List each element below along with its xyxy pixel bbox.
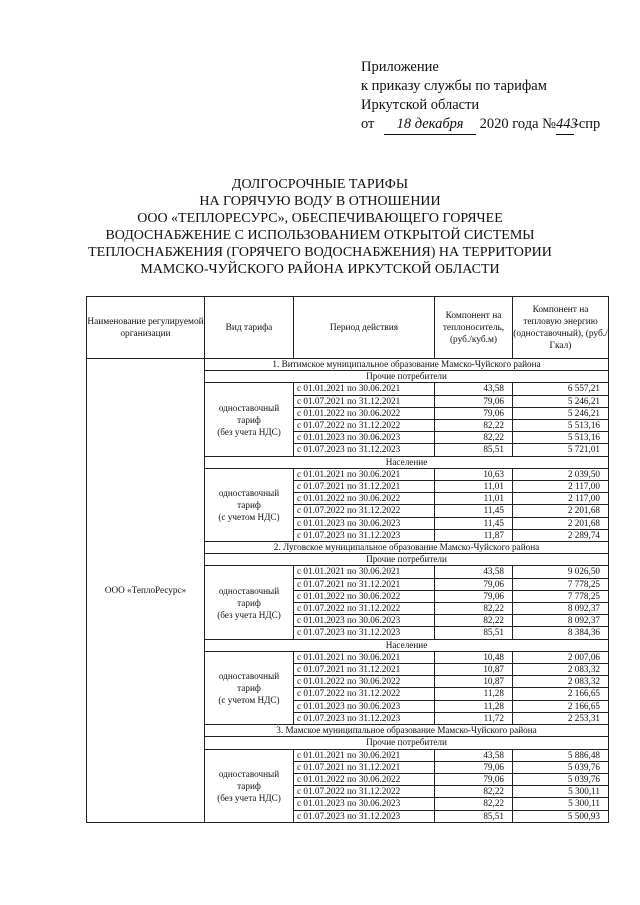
carrier-cell: 11,01: [435, 493, 513, 505]
carrier-cell: 82,22: [435, 420, 513, 432]
energy-cell: 5 300,11: [513, 798, 609, 810]
period-cell: с 01.01.2022 по 30.06.2022: [294, 493, 435, 505]
organization-cell: ООО «ТеплоРесурс»: [87, 359, 205, 823]
period-cell: с 01.07.2022 по 31.12.2022: [294, 603, 435, 615]
carrier-cell: 11,45: [435, 517, 513, 529]
energy-cell: 5 039,76: [513, 761, 609, 773]
document-title: [70, 176, 570, 278]
period-cell: с 01.01.2022 по 30.06.2022: [294, 407, 435, 419]
energy-cell: 5 513,16: [513, 420, 609, 432]
section-row: [87, 359, 609, 371]
energy-cell: 8 384,36: [513, 627, 609, 639]
carrier-cell: 11,28: [435, 688, 513, 700]
carrier-cell: 79,06: [435, 590, 513, 602]
energy-cell: 2 201,68: [513, 517, 609, 529]
category-title: Прочие потребители: [205, 737, 609, 749]
table-header-row: [87, 297, 609, 359]
title-line: ДОЛГОСРОЧНЫЕ ТАРИФЫ: [231, 177, 409, 192]
carrier-cell: 11,28: [435, 700, 513, 712]
energy-cell: 2 117,00: [513, 481, 609, 493]
carrier-cell: 79,06: [435, 761, 513, 773]
tariff-type-line: (без учета НДС): [217, 609, 281, 620]
tariff-type-line: (с учетом НДС): [218, 511, 280, 522]
category-title: Население: [205, 456, 609, 468]
carrier-cell: 79,06: [435, 395, 513, 407]
energy-cell: 7 778,25: [513, 578, 609, 590]
period-cell: с 01.01.2021 по 30.06.2021: [294, 651, 435, 663]
energy-cell: 2 083,32: [513, 664, 609, 676]
tariff-type-cell: [205, 651, 294, 724]
period-cell: с 01.07.2021 по 31.12.2021: [294, 481, 435, 493]
period-cell: с 01.07.2023 по 31.12.2023: [294, 627, 435, 639]
date-year: 2020 года №: [479, 116, 556, 132]
carrier-cell: 85,51: [435, 444, 513, 456]
tariff-type-line: одноставочный: [218, 402, 280, 413]
carrier-cell: 82,22: [435, 798, 513, 810]
number-suffix: -спр: [573, 116, 601, 132]
carrier-cell: 11,72: [435, 712, 513, 724]
section-title: 3. Мамское муниципальное образование Мамско-Чуйского района: [205, 725, 609, 737]
carrier-cell: 10,48: [435, 651, 513, 663]
energy-cell: 5 300,11: [513, 786, 609, 798]
carrier-cell: 82,22: [435, 432, 513, 444]
carrier-cell: 82,22: [435, 786, 513, 798]
tariff-type-line: тариф: [237, 682, 261, 693]
tariff-type-line: тариф: [237, 597, 261, 608]
header-carrier: Компонент на теплоноситель, (руб./куб.м): [435, 297, 513, 359]
period-cell: с 01.07.2023 по 31.12.2023: [294, 444, 435, 456]
energy-cell: 5 039,76: [513, 773, 609, 785]
energy-cell: 2 083,32: [513, 676, 609, 688]
energy-cell: 2 166,65: [513, 700, 609, 712]
category-title: Прочие потребители: [205, 554, 609, 566]
header-energy: Компонент на тепловую энергию (одноставочный), (руб./Гкал): [513, 297, 609, 359]
period-cell: с 01.07.2023 по 31.12.2023: [294, 810, 435, 822]
energy-cell: 2 289,74: [513, 529, 609, 541]
carrier-cell: 79,06: [435, 578, 513, 590]
period-cell: с 01.01.2023 по 30.06.2023: [294, 517, 435, 529]
carrier-cell: 43,58: [435, 749, 513, 761]
energy-cell: 9 026,50: [513, 566, 609, 578]
header-type: Вид тарифа: [205, 297, 294, 359]
title-line: НА ГОРЯЧУЮ ВОДУ В ОТНОШЕНИИ: [199, 194, 441, 209]
energy-cell: 2 007,06: [513, 651, 609, 663]
tariff-type-line: одноставочный: [218, 585, 280, 596]
period-cell: с 01.07.2022 по 31.12.2022: [294, 688, 435, 700]
annex-date-line: [361, 115, 600, 135]
energy-cell: 5 246,21: [513, 407, 609, 419]
energy-cell: 2 117,00: [513, 493, 609, 505]
tariff-type-cell: [205, 566, 294, 639]
carrier-cell: 10,63: [435, 468, 513, 480]
period-cell: с 01.07.2021 по 31.12.2021: [294, 761, 435, 773]
carrier-cell: 43,58: [435, 566, 513, 578]
header-org: Наименование регулируемой организации: [87, 297, 205, 359]
tariff-type-line: тариф: [237, 499, 261, 510]
period-cell: с 01.01.2023 по 30.06.2023: [294, 615, 435, 627]
carrier-cell: 82,22: [435, 603, 513, 615]
title-line: ООО «ТЕПЛОРЕСУРС», ОБЕСПЕЧИВАЮЩЕГО ГОРЯЧЕЕ: [137, 211, 503, 226]
date-prefix: от: [361, 116, 375, 132]
annex-line-1: Приложение: [361, 59, 439, 75]
carrier-cell: 10,87: [435, 676, 513, 688]
tariff-type-line: тариф: [237, 414, 261, 425]
tariff-type-line: (с учетом НДС): [218, 694, 280, 705]
energy-cell: 5 513,16: [513, 432, 609, 444]
carrier-cell: 11,45: [435, 505, 513, 517]
title-line: ВОДОСНАБЖЕНИЕ С ИСПОЛЬЗОВАНИЕМ ОТКРЫТОЙ СИСТЕМЫ: [105, 228, 535, 243]
period-cell: с 01.07.2022 по 31.12.2022: [294, 786, 435, 798]
tariff-type-line: одноставочный: [218, 487, 280, 498]
energy-cell: 7 778,25: [513, 590, 609, 602]
period-cell: с 01.01.2023 по 30.06.2023: [294, 700, 435, 712]
period-cell: с 01.07.2023 по 31.12.2023: [294, 529, 435, 541]
energy-cell: 5 246,21: [513, 395, 609, 407]
period-cell: с 01.07.2021 по 31.12.2021: [294, 578, 435, 590]
table-body: [87, 359, 609, 823]
tariff-table: [86, 296, 609, 823]
header-period: Период действия: [294, 297, 435, 359]
annex-block: [361, 58, 600, 135]
energy-cell: 2 166,65: [513, 688, 609, 700]
energy-cell: 8 092,37: [513, 603, 609, 615]
energy-cell: 5 500,93: [513, 810, 609, 822]
title-line: ТЕПЛОСНАБЖЕНИЯ (ГОРЯЧЕГО ВОДОСНАБЖЕНИЯ) НА ТЕРРИТОРИИ: [88, 245, 552, 260]
category-title: Население: [205, 639, 609, 651]
period-cell: с 01.07.2023 по 31.12.2023: [294, 712, 435, 724]
handwritten-date: 18 декабря: [384, 115, 476, 135]
tariff-type-line: одноставочный: [218, 768, 280, 779]
period-cell: с 01.01.2021 по 30.06.2021: [294, 566, 435, 578]
tariff-type-line: (без учета НДС): [217, 792, 281, 803]
period-cell: с 01.07.2021 по 31.12.2021: [294, 664, 435, 676]
tariff-type-cell: [205, 383, 294, 456]
period-cell: с 01.01.2021 по 30.06.2021: [294, 749, 435, 761]
energy-cell: 6 557,21: [513, 383, 609, 395]
category-title: Прочие потребители: [205, 371, 609, 383]
period-cell: с 01.07.2021 по 31.12.2021: [294, 395, 435, 407]
title-line: МАМСКО-ЧУЙСКОГО РАЙОНА ИРКУТСКОЙ ОБЛАСТИ: [140, 262, 500, 277]
energy-cell: 2 039,50: [513, 468, 609, 480]
carrier-cell: 43,58: [435, 383, 513, 395]
tariff-type-line: (без учета НДС): [217, 426, 281, 437]
period-cell: с 01.07.2022 по 31.12.2022: [294, 505, 435, 517]
period-cell: с 01.01.2023 по 30.06.2023: [294, 432, 435, 444]
annex-line-3: Иркутской области: [361, 97, 480, 113]
annex-line-2: к приказу службы по тарифам: [361, 78, 547, 94]
period-cell: с 01.01.2023 по 30.06.2023: [294, 798, 435, 810]
section-title: 1. Витимское муниципальное образование Мамско-Чуйского района: [205, 359, 609, 371]
tariff-type-cell: [205, 749, 294, 822]
tariff-type-line: тариф: [237, 780, 261, 791]
tariff-type-cell: [205, 468, 294, 541]
energy-cell: 5 721,01: [513, 444, 609, 456]
period-cell: с 01.01.2022 по 30.06.2022: [294, 676, 435, 688]
carrier-cell: 79,06: [435, 773, 513, 785]
period-cell: с 01.01.2021 по 30.06.2021: [294, 383, 435, 395]
carrier-cell: 11,01: [435, 481, 513, 493]
energy-cell: 2 201,68: [513, 505, 609, 517]
period-cell: с 01.01.2021 по 30.06.2021: [294, 468, 435, 480]
energy-cell: 5 886,48: [513, 749, 609, 761]
carrier-cell: 82,22: [435, 615, 513, 627]
energy-cell: 2 253,31: [513, 712, 609, 724]
period-cell: с 01.07.2022 по 31.12.2022: [294, 420, 435, 432]
carrier-cell: 11,87: [435, 529, 513, 541]
carrier-cell: 85,51: [435, 810, 513, 822]
carrier-cell: 10,87: [435, 664, 513, 676]
energy-cell: 8 092,37: [513, 615, 609, 627]
period-cell: с 01.01.2022 по 30.06.2022: [294, 590, 435, 602]
period-cell: с 01.01.2022 по 30.06.2022: [294, 773, 435, 785]
section-title: 2. Луговское муниципальное образование Мамско-Чуйского района: [205, 542, 609, 554]
carrier-cell: 85,51: [435, 627, 513, 639]
tariff-type-line: одноставочный: [218, 670, 280, 681]
handwritten-number: 443: [556, 115, 574, 135]
carrier-cell: 79,06: [435, 407, 513, 419]
